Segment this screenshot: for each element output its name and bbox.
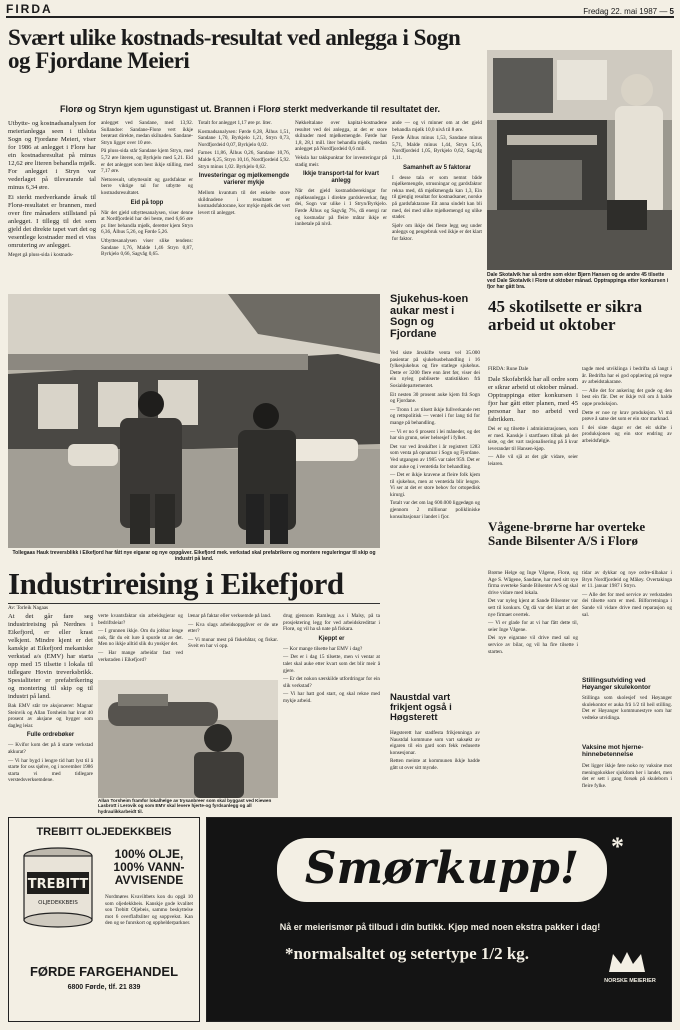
smorkupp-brand: NORSKE MEIERIER <box>604 978 656 984</box>
eikefjord-photo-caption: Tollegaas Hauk treversblikk i Eikefjord har fått nye eigarar og nye oppgåver. Eikefjord mek. verkstad skal prefabrikere og montere reguleringar til skip og industri på land. <box>12 550 376 562</box>
vagene-headline: Vågene-brørne har overteke Sande Bilsenter A/S i Florø <box>488 519 646 548</box>
top-column-3: Totalt for anlegget 1,17 øre pr. liter. Kostnadsanalysen: Førde 6,28, Ålhus 1,51, Sandane 1,70, Byrkjelo 1,21, Stryn 0,73, Nordfjordeid 0,07, Byrkjelo 0,02. Farnes 11,86, Ålhus 0,26, Sandane 10,76, Malde 6,25, Stryn 10,16, Nordfjordeid 5,92. Stryn minus 1,02. Byrkjelo 0,62. Investeringar og mjølkemengde varierer mykje Mellom kvantum til det enkelte store skildnadene i resultatet er kostnadsfaktorane, kor mykje mjølk det vert levert til anlegget. <box>198 120 290 216</box>
dale-headline: 45 skotilsette er sikra arbeid ut oktober <box>488 297 643 334</box>
feature-rule <box>8 603 380 604</box>
dale-photo-caption: Dale Skotalvik har så ordre som ekter Bjørn Hansen og de andre 45 tilsette ved Dale Skotalvik i Florø ut oktober månad. Opptrappinga etter konkursen i fjor har gått bra. <box>487 272 669 290</box>
stilling-body: Stillinga som skolesjef ved Høyanger skulekontor er auka frå 1/2 til heil stilling. Det er Høyanger kommunestyre som har vedteke utvidinga. <box>582 695 672 721</box>
top-column-4: Nøkkeltalane over kapital-kostnadene resultet ved dei anlegga, at det er store skilnader med mjølkemengde. Førde har 1,8, 28,1 mill. liter behandla mjølk, medan anlegget på Nordfjordeid 0,6 mill. Veksla har takkpunktar for investeringar på stadig meir. Ikkje transport-tal for kvart anlegg Når det gjeld kostnadsberekingar for mjølkeanlegga i direkte gardsleverkar, føg dei, Sogn var ulike i 1 Stryn/Byrkjelo. Førde Ålhus og Sagvåg 7%, då energi rar og kostnadar på fleire måtar ikkje er innbetale på nivå. <box>295 120 387 228</box>
dale-body-right: tagde med utviklinga i bedrifta så langt i år. Bedrifta har ei god opplæring på vegne av arbeidstakarane. — Alle det for ankering det gode og den best ein får. Det er ikkje tvil om å halde oppe produksjon. Dette er noe ny krav produksjon. Vi må prøve å satse det som er ein stor marknad. I dei siste dagar er det eit skifte i produksjonen og ein stor endring av arbeidsfølgje. <box>582 366 672 444</box>
stilling-headline: Stillingsutviding ved Høyanger skulekontor <box>582 677 651 691</box>
feature-column-3: lænar på faktar eller verksemde på land. — Kva slags arbeidsoppgåver er de ute etter? — Vi munar mest på fiskebåtar, og fiskar. Sveit en har vi opp. <box>188 613 278 650</box>
feature-lead-column: At det går fare seg industrireising på Nerdnes i Eikefjord, er eller krast velkjent. Mindre kjent er det kanskje at Eikefjord mekaniske verkstad a/s (EMV) har starta opp med 15 tilsette i lokala til tidlegare Hovin treverksbrikk. Spesialiteter er prefabrikering og montering til skip og til industri på land. Bak EMV står tre aksjonærer: Magnar Steinvik og Allan Torsheim har kvar 40 prosent av aksjane og bygger som dagleg leiar. Fulle ordrebøker — Kvifor kom det på å starte verkstad akkurat? — Vi har bygd i lengre tid hatt lyst til å starte for oss sjølve, og i november 1986 starta vi med tidlegare verstedsverksemdene. <box>8 613 93 784</box>
trebitt-slogan: 100% OLJE, 100% VANN- AVVISENDE <box>113 847 185 887</box>
top-subhead: Florø og Stryn kjem ugunstigast ut. Brannen i Florø sterkt medverkande til resultatet der. <box>59 104 441 114</box>
feature-byline: Av: Torleik Nagaas <box>8 605 49 611</box>
dale-factory-photo <box>487 50 672 270</box>
can-sub: OLJEDEKKBEIS <box>38 900 78 906</box>
feature-headline: Industrireising i Eikefjord <box>8 566 344 601</box>
allan-photo-caption: Allan Torsheim framfor lokalhelge av trysanbreer som skal byggast ved Kiewen Lasbrott i Lerovik og som EMV skal levere hjerte-og fyrdsanlegg og all hydraulikkarbeidt til. <box>98 798 272 814</box>
vagene-body-left: Brørne Helge og Inge Vågene, Florø, og Age S. Wågene, Sandane, har med sitt nye firma overteke Sande Bilsenter A/S og skal drive vidare med lokala. Det var nyleg kjent at Sande Bilsenter var sett til konkurs. Og då var det klart at det nye firmaet overtek. — Vi er glade for at vi har fått dette til, seier Inge Vågene. Dei nye eigarane vil drive med sal og service av bilar, og vil ha fire tilsette i starten. <box>488 570 578 655</box>
trebitt-advert <box>8 817 200 1022</box>
vaksine-body: Det ligger ikkje føre noko ny vaksine mot meningokokker sjukdom her i landet, men det er sett i gang forsøk på skuleborn i fleire fylke. <box>582 763 672 789</box>
top-lead-column: Utbytte- og kostnadsanalysen for meierianlegga seen i tilsluta Sogn og Fjordane Meieri, viser for 1986 at anlegget i Florø har ein kostnadsresultat på minus 12,62 øre literen behandla mjølk. For anlegget i Stryn var vederlaget på tilsvarande tal minus 6,34 øre. Ei sterkt medverkande årsak til Florø-resultatet er brannen, med over fire månaders stillstand på anlegget. I tillegg til det som gjeld det direkte tapet vart det og vesentlege kostnader med ei viss omrutering av anlegget. Meget gå pluss-sida i kostnads- <box>8 120 96 258</box>
feature-column-2: verte kvantsfaktar sin arbeidsgjerar og bedriftsleiar? — I grunnen ikkje. Om du jobbar lenge nok, får du eit lure å spurde ut av det. Men no ikkje alltid slik du ynskjer det. — Har mange arbeidar fast ved verkstaden i Eikefjord? <box>98 613 183 663</box>
masthead <box>6 4 674 18</box>
trebitt-body: Nordmøres Kvaviltbets kon du opgå 10 som oljedekkbeis. Kanskje gode kvalitet son Trebitt Oljebeis, sammo beskyttelse mot 6 overflaftsliter og soppvekst. Kan den og se funrskort og opphelderparkner. <box>105 894 193 927</box>
eikefjord-workers-photo <box>8 294 380 548</box>
naustdal-body: Høgsterett har stadfesta frikjenninga av Naustdal kommune som vart saksøkt av eigaren til ein gard som fekk reduserte konsesjonar. Retten meinte at kommunen ikkje hadde gått ut over sitt mynde. <box>390 730 480 771</box>
can-label: TREBITT <box>27 877 89 892</box>
top-column-2: anlegget ved Sandane, med 13,92. Sullandoe: Sandane-Florø vert ikkje berørast direkte, medan skilnaden. Sandane-Stryn ligger over 10 øre. På pluss-sida står Sandane kjem Stryn, med 5,72 øre literen, og Byrkjelo med 5,21. Eid er det anlegget som best ikkje stilling, med 7,17 øre. Nettoresult, utbyttesnitt og gardsfaktar er berre viktige tal for utbytte og kostnadsresultatet. Eid på topp Når det gjeld utbyttesanalysen, viser denne at Nordfjordeid har dei beste, med 6,66 øre pr. liter behandla mjølk, deretter kjem Stryn 6,36, Ålhus 5,26, og Førde 5,26. Utbyttesanalysen viser slike tendens: Sandane 1,76, Malde 1,46 Stryn 0,87, Byrkjelo 0,66, Sagvåg 0,65. <box>101 120 193 258</box>
vaksine-headline: Vaksine mot hjerne-hinnebetennelse <box>582 744 644 758</box>
paint-can-icon <box>19 846 97 928</box>
dale-byline: FIRDA: Rune Dale <box>488 366 529 372</box>
trebitt-store: FØRDE FARGEHANDEL <box>29 964 179 979</box>
paper-name: FIRDA <box>6 2 53 16</box>
smorkupp-advert <box>206 817 672 1022</box>
trebitt-address: 6800 Førde, tlf. 21 839 <box>67 984 141 991</box>
naustdal-headline: Naustdal vart frikjent også i Høgsterett <box>390 692 452 723</box>
vagene-body-right: tidar av dykkar og nye ordre-tilbakar i Bryn Nordfjordeid og Måløy. Overtakinga er 11. januar 1987 i Stryn. — Alle det for med service av verkstaden dei tilsette som er med. Bilforretninga i Sande vil vidare drive med reparasjon og sal. <box>582 570 672 618</box>
top-headline: Svært ulike kostnads-resultat ved anlegga i Sogn og Fjordane Meieri <box>8 25 461 73</box>
dale-body-left: Dale Skofabrikk har all ordre som er sikrar arbeid ut oktober månad. Opptrappinga etter konkursen i fjor har gått etter planen, med 45 personar har no arbeid ved fabrikken. Dei er og tilsette i administrasjonen, som er med. Kanskje i startfasen tilbak på det siste, og det vart rasjonalisering på å kvar leverandør til Hansen-kjøp. — Alle vil sjå at det går vidare, seier leiaren. <box>488 376 578 467</box>
sjukehus-body: Ved siste årsskifte venta vel 35.000 pasientar på sjukehusbehandling i 16 fylkesjukehus og fire statlege sjukehus. Dette er 3200 flere enn året før, viser dei ein nyleg publiserte statistikken frå Sosialdepartementet. Eit nesten 30 prosent auke kjem frå Sogn og Fjordane. — Tronn 1 av tilsett ikkje fullverkande rett og rettspolitisk — ventel i for lang tid for mange på behandling. — Vi er no 6 prosent i lei måneder, og det har sin grunn, seier helsesjef i fylket. Det var ved årsskiftet i år registrert 1283 som venta på opnamar i Sogn og Fjordane. Ved utgangen av 1985 var talet 959. Det er stor auke og i ventetida for behandling. — Det er ikkje kravene at fleire folk kjem til sjukehus, men at ventetida blir lengre. Vi ser at det er store behov for ortopedisk kirurgi. Totalt var det om lag 600.000 liggedøgn og gjennom 2 millionar polikliniske konsultasjonar i landet i fjor. <box>390 350 480 520</box>
crown-icon <box>607 950 647 976</box>
top-column-5: ande — og vi minner om at det gjeld behandla mjølk 10,0 nivå til 8 øre. Førde Ålhus minus 1,53, Sandane minus 5,71, Malde minus 1,44, Stryn 5,16, Nordfjordeid 1,05, Byrkjelo 0,62, Sagvåg 1,11. Samanheft av 5 faktorar I desse tala er som nemnt både mjølkemengde, utrusningar og gardsfaktor rekna med, då mjølkmengda kan 1,3, Ein til gjengig resultat for kostnadsaner, norske på gardsfaktarane Eit anna sindelt kan bli med, dei med ulike mjølkemengd og ulike stader. Sjølv om ikkje dei fleste legg seg under anleggs og pengebruk ved ikkje er det klart for faktor. <box>392 120 482 242</box>
allan-torsheim-photo <box>98 680 278 798</box>
smorkupp-product: *normalsaltet og setertype 1/2 kg. <box>284 944 530 963</box>
feature-column-4: drug gjennom Ramlegg a.s i Malsy, på ta prosjektering legg for ved arbeidskredittar i Florø, og vil ha så nate på fiskara. Kjeppt er — Kor mange tilsette har EMV i dag? — Det er i dag 15 tilsette, men vi ventar at talet skal auke etter kvart som det blir meir å gjere. — Er det nokon særskilde utfordringar for ein slik verkstad? — Vi har hatt god start, og skal rekne med mykje arbeid. <box>283 613 380 704</box>
smorkupp-offer: Nå er meierismør på tilbud i din butikk. Kjøp med noen ekstra pakker i dag! <box>279 922 601 932</box>
sjukehus-headline: Sjukehus-koen aukar mest i Sogn og Fjordane <box>390 293 469 340</box>
trebitt-title: TREBITT OLJEDEKKBEIS <box>36 826 172 838</box>
issue-date: Fredag 22. mai 1987 — 5 <box>583 7 674 16</box>
smorkupp-star: * <box>611 832 624 861</box>
smorkupp-title: Smørkupp! <box>277 838 607 902</box>
